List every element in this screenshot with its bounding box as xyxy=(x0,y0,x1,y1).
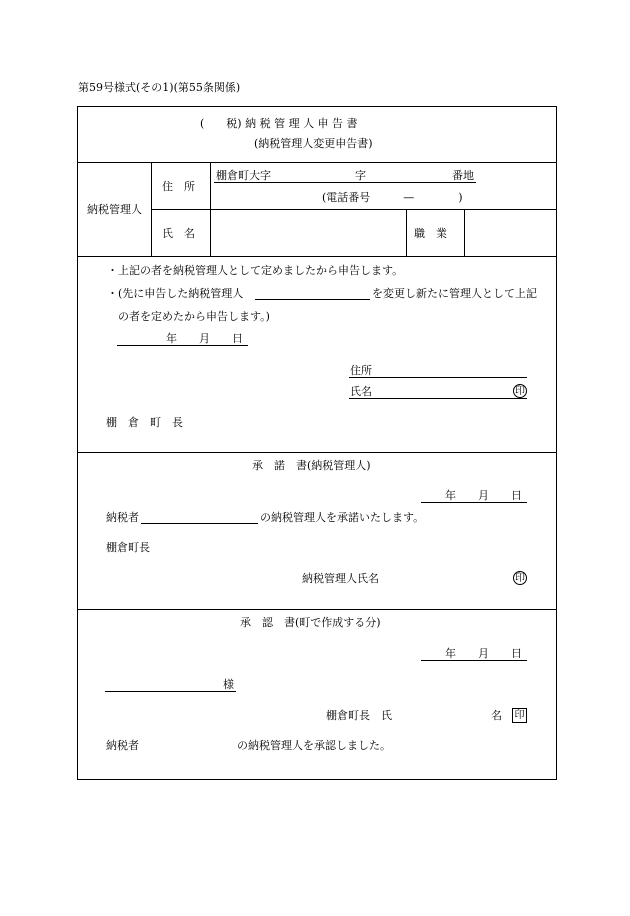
address-underline xyxy=(214,182,476,183)
name-label: 氏 名 xyxy=(162,227,195,240)
seal-mark: 印 xyxy=(515,573,525,584)
consent-taxpayer-underline xyxy=(141,523,258,524)
consent-title: 承 諾 書(納税管理人) xyxy=(252,459,371,472)
manager-label: 納税管理人 xyxy=(87,203,142,216)
phone-number: (電話番号 — ) xyxy=(322,191,463,204)
approval-title: 承 認 書(町で作成する分) xyxy=(240,616,381,629)
approval-date-underline xyxy=(421,660,527,661)
declaration-addressee: 棚 倉 町 長 xyxy=(106,416,183,429)
declaration-bullet-2c: の者を定めたから申告します。) xyxy=(118,310,270,323)
consent-date: 年 月 日 xyxy=(445,489,522,502)
approval-text: の納税管理人を承認しました。 xyxy=(237,739,391,752)
occupation-label: 職 業 xyxy=(414,227,447,240)
divider xyxy=(151,209,557,210)
approval-name-char: 名 xyxy=(491,709,502,722)
divider xyxy=(77,162,557,163)
previous-manager-underline xyxy=(255,299,370,300)
consent-text: の納税管理人を承諾いたします。 xyxy=(260,511,425,524)
consent-addressee: 棚倉町長 xyxy=(106,541,150,554)
declaration-title: ( 税) 納 税 管 理 人 申 告 書 xyxy=(200,117,358,130)
divider xyxy=(464,209,465,257)
applicant-address-label: 住所 xyxy=(350,364,372,377)
approval-date: 年 月 日 xyxy=(445,647,522,660)
divider xyxy=(77,452,557,453)
divider xyxy=(77,256,557,257)
consent-manager-name-label: 納税管理人氏名 xyxy=(302,572,379,585)
applicant-name-underline xyxy=(349,398,527,399)
consent-taxpayer-label: 納税者 xyxy=(106,511,139,524)
address-prefix: 棚倉町大字 xyxy=(216,169,271,182)
address-aza: 字 xyxy=(355,169,366,182)
applicant-address-underline xyxy=(349,377,527,378)
consent-date-underline xyxy=(421,502,527,503)
form-frame xyxy=(77,106,557,780)
divider xyxy=(77,609,557,610)
declaration-bullet-2a: ・(先に申告した納税管理人 xyxy=(107,287,244,300)
applicant-name-label: 氏名 xyxy=(350,385,372,398)
declaration-subtitle: (納税管理人変更申告書) xyxy=(254,137,373,150)
approval-recipient-underline xyxy=(105,691,236,692)
declaration-date-underline xyxy=(117,345,248,346)
declaration-bullet-2b: を変更し新たに管理人として上記 xyxy=(372,287,537,300)
seal-mark: 印 xyxy=(515,386,525,397)
divider xyxy=(406,209,407,257)
form-number: 第59号様式(その1)(第55条関係) xyxy=(78,81,241,94)
address-label: 住 所 xyxy=(162,180,195,193)
approval-taxpayer-label: 納税者 xyxy=(106,739,139,752)
declaration-date: 年 月 日 xyxy=(166,332,243,345)
official-seal-mark: 印 xyxy=(512,708,527,723)
approval-recipient-suffix: 様 xyxy=(223,678,234,691)
approval-mayor-label: 棚倉町長 氏 xyxy=(326,709,392,722)
declaration-bullet-1: ・上記の者を納税管理人として定めましたから申告します。 xyxy=(107,264,404,277)
address-banchi: 番地 xyxy=(452,169,474,182)
